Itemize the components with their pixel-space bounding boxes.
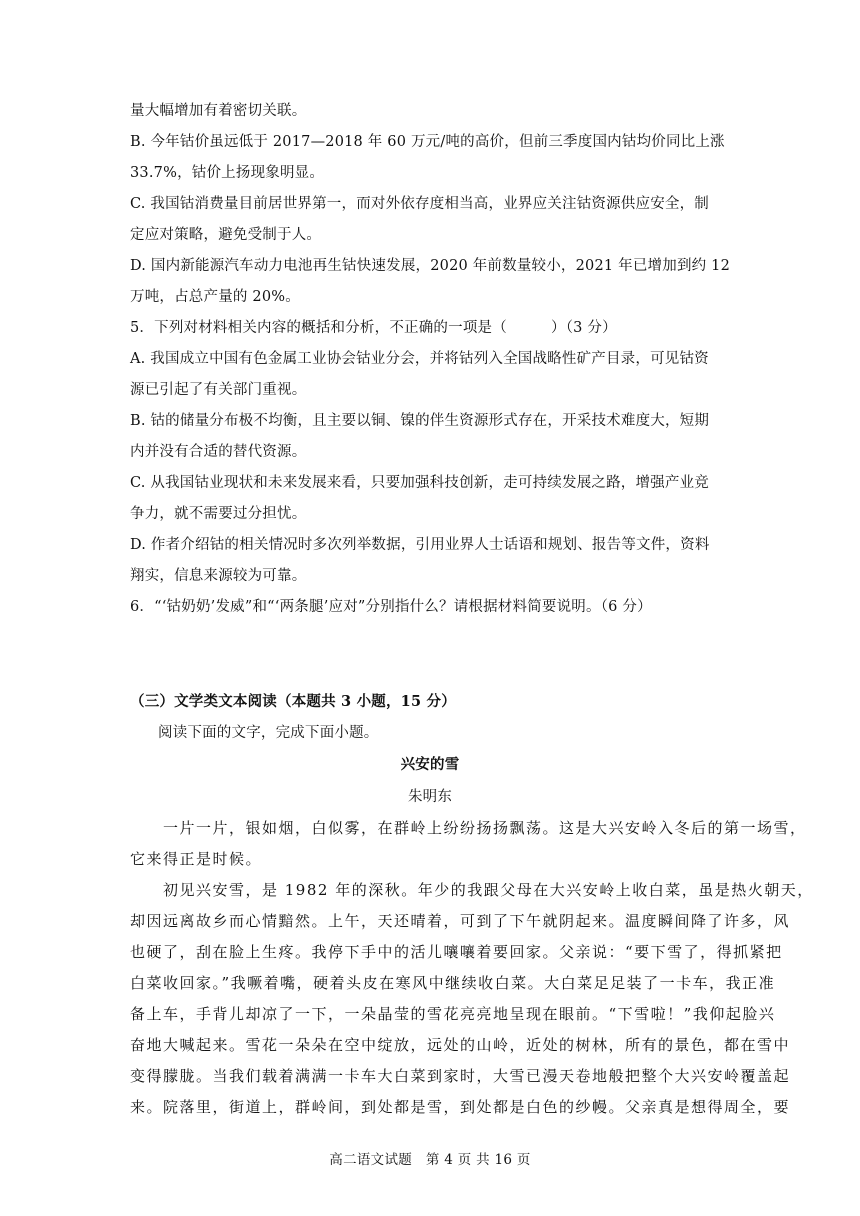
text-line: 内并没有合适的替代资源。 — [130, 444, 307, 460]
q5-option-b: B. 钴的储量分布极不均衡，且主要以铜、镍的伴生资源形式存在，开采技术难度大，短期 — [130, 413, 710, 429]
article-paragraph-line: 备上车，手背儿却凉了一下，一朵晶莹的雪花亮亮地呈现在眼前。“下雪啦！”我仰起脸兴 — [130, 1005, 776, 1023]
text-line: 定应对策略，避免受制于人。 — [130, 227, 322, 243]
article-author: 朱明东 — [407, 789, 453, 805]
article-paragraph-line: 一片一片，银如烟，白似雾，在群岭上纷纷扬扬飘荡。这是大兴安岭入冬后的第一场雪， — [130, 819, 807, 837]
article-paragraph-line: 它来得正是时候。 — [130, 850, 263, 868]
option-b-text: B. 今年钴价虽远低于 2017—2018 年 60 万元/吨的高价，但前三季度国内钴均价同比上涨 — [130, 134, 725, 150]
question-5: 5．下列对材料相关内容的概括和分析，不正确的一项是（ ）（3 分） — [130, 320, 617, 336]
q5-option-d: D. 作者介绍钴的相关情况时多次列举数据，引用业界人士话语和规划、报告等文件，资料 — [130, 537, 710, 553]
option-c-text: C. 我国钴消费量目前居世界第一，而对外依存度相当高，业界应关注钴资源供应安全，制 — [130, 196, 709, 212]
q5-option-c: C. 从我国钴业现状和未来发展来看，只要加强科技创新，走可持续发展之路，增强产业竞 — [130, 475, 709, 491]
article-paragraph-line: 却因远离故乡而心情黯然。上午，天还晴着，可到了下午就阴起来。温度瞬间降了许多，风 — [130, 912, 791, 930]
text-line: 争力，就不需要过分担忧。 — [130, 506, 307, 522]
article-paragraph-line: 来。院落里，街道上，群岭间，到处都是雪，到处都是白色的纱幔。父亲真是想得周全，要 — [130, 1098, 791, 1116]
page-footer: 高二语文试题 第 4 页 共 16 页 — [329, 1152, 531, 1168]
text-line: 33.7%，钴价上扬现象明显。 — [130, 165, 325, 181]
text-line: 万吨，占总产量的 20%。 — [130, 289, 300, 305]
article-paragraph-line: 白菜收回家。”我噘着嘴，硬着头皮在寒风中继续收白菜。大白菜足足装了一卡车，我正准 — [130, 974, 776, 992]
option-d-text: D. 国内新能源汽车动力电池再生钴快速发展，2020 年前数量较小，2021 年已增加到约 12 — [130, 258, 731, 274]
instruction-text: 阅读下面的文字，完成下面小题。 — [158, 725, 379, 741]
text-line: 量大幅增加有着密切关联。 — [130, 103, 307, 119]
article-paragraph-line: 奋地大喊起来。雪花一朵朵在空中绽放，远处的山岭，近处的树林，所有的景色，都在雪中 — [130, 1036, 791, 1054]
text-line: 源已引起了有关部门重视。 — [130, 382, 307, 398]
question-6: 6．“‘钴奶奶’发威”和“‘两条腿’应对”分别指什么？请根据材料简要说明。（6 分） — [130, 599, 652, 615]
article-paragraph-line: 变得朦胧。当我们载着满满一卡车大白菜到家时，大雪已漫天卷地般把整个大兴安岭覆盖起 — [130, 1067, 791, 1085]
section-heading: （三）文学类文本阅读（本题共 3 小题，15 分） — [130, 693, 456, 710]
text-line: 翔实，信息来源较为可靠。 — [130, 568, 307, 584]
article-paragraph-line: 初见兴安雪，是 1982 年的深秋。年少的我跟父母在大兴安岭上收白菜，虽是热火朝天， — [130, 881, 814, 899]
article-paragraph-line: 也硬了，刮在脸上生疼。我停下手中的活儿嚷嚷着要回家。父亲说：“要下雪了，得抓紧把 — [130, 943, 783, 961]
q5-option-a: A. 我国成立中国有色金属工业协会钴业分会，并将钴列入全国战略性矿产目录，可见钴资 — [130, 351, 709, 367]
article-title: 兴安的雪 — [400, 756, 460, 773]
